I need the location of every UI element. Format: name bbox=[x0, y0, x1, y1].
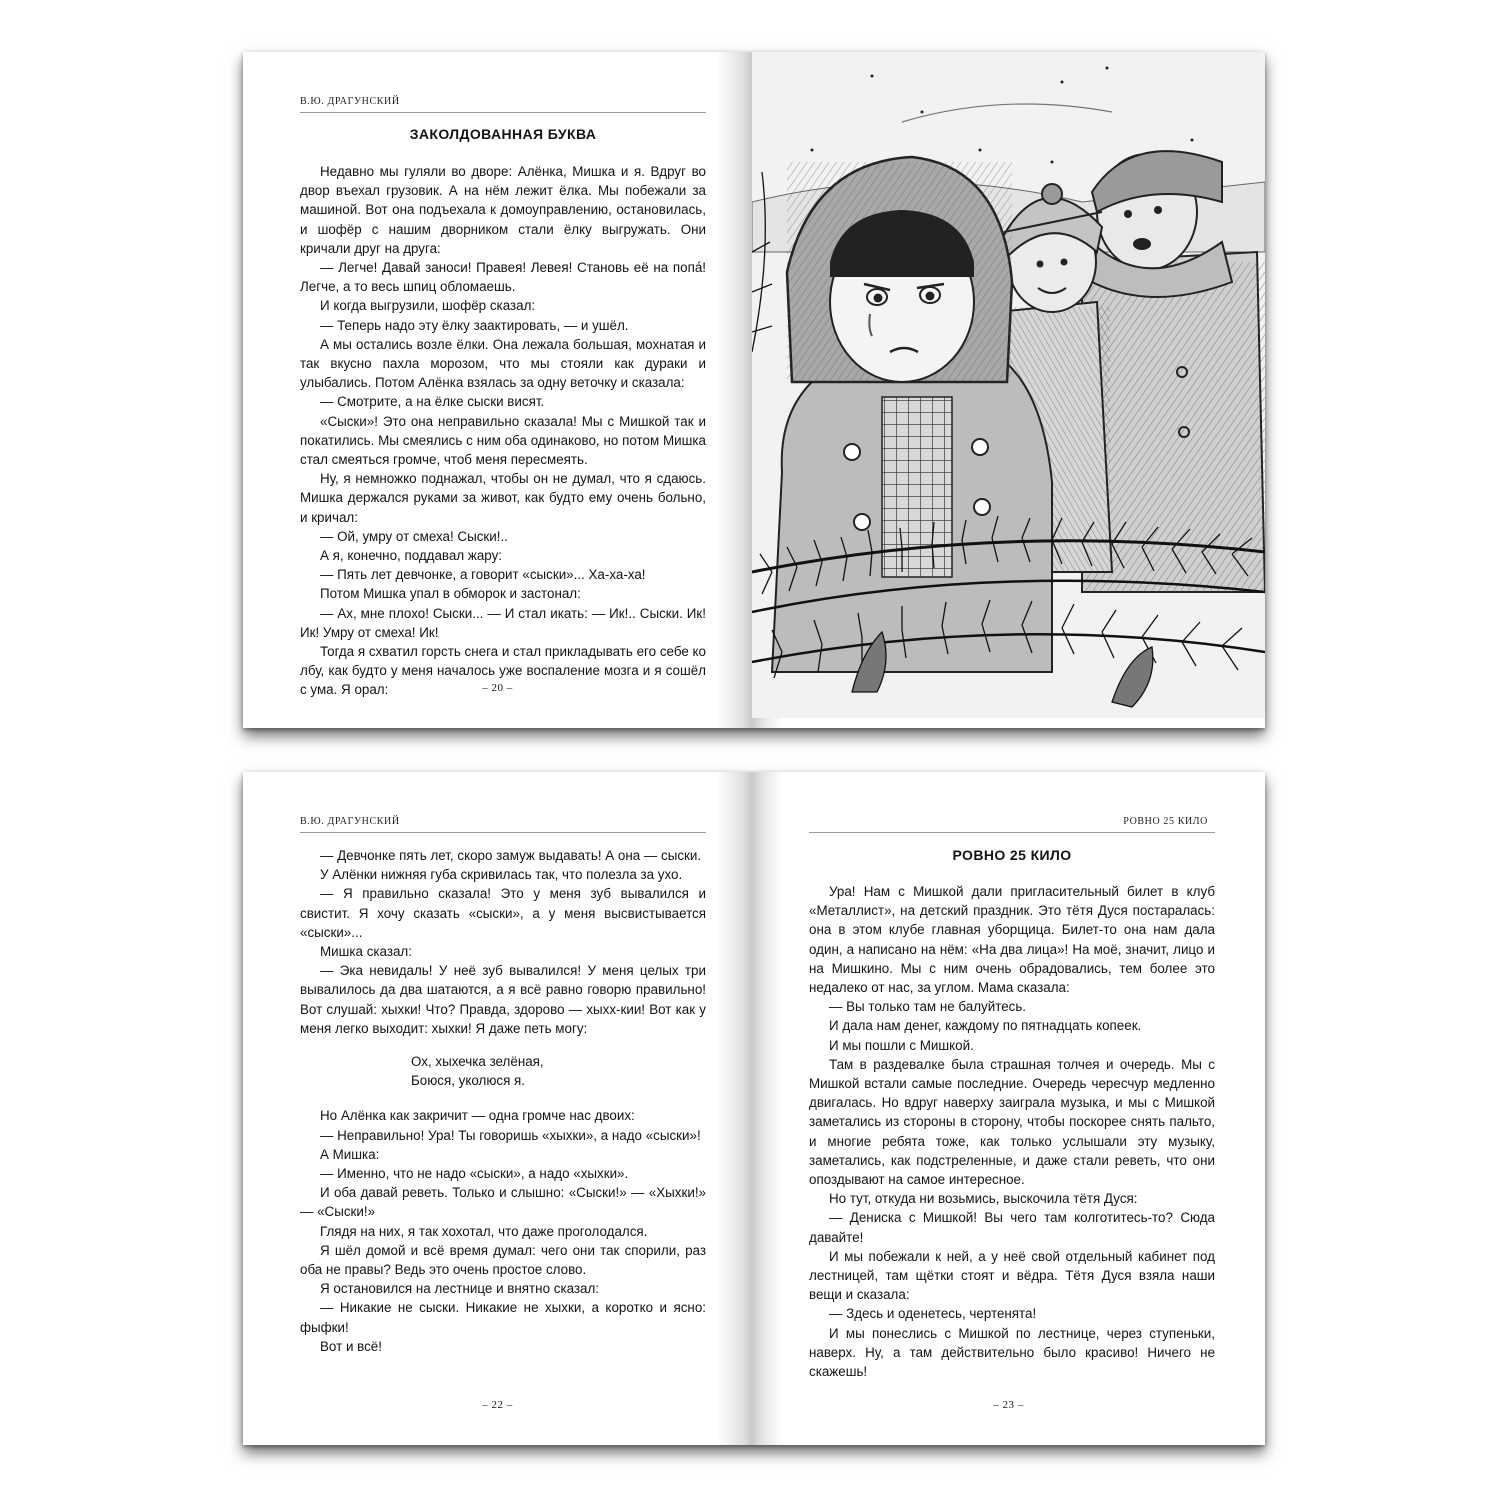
paragraph: Вот и всё! bbox=[320, 1338, 382, 1354]
verse-line: Ох, хыхечка зелёная, bbox=[411, 1054, 544, 1070]
paragraph: — Именно, что не надо «сыски», а надо «хыхки». bbox=[320, 1166, 629, 1182]
paragraph: А мы остались возле ёлки. Она лежала большая, мохнатая и так вкусно пахла морозом, что мы стояли как дураки и улыбались. Потом Алёнка взялась за одну веточку и сказала: bbox=[300, 336, 706, 391]
running-head: РОВНО 25 КИЛО bbox=[1123, 816, 1208, 827]
verse bbox=[300, 1052, 706, 1090]
page-22 bbox=[243, 772, 752, 1445]
paragraph: Я остановился на лестнице и внятно сказал: bbox=[320, 1281, 600, 1297]
paragraph: А я, конечно, поддавал жару: bbox=[320, 548, 502, 564]
paragraph: — Никакие не сыски. Никакие не хыхки, а коротко и ясно: фыфки! bbox=[300, 1300, 706, 1335]
chapter-title: ЗАКОЛДОВАННАЯ БУКВА bbox=[409, 126, 597, 142]
paragraph: — Здесь и оденетесь, чертенята! bbox=[829, 1306, 1037, 1322]
page-21-illustration bbox=[752, 52, 1265, 728]
paragraph: «Сыски»! Это она неправильно сказала! Мы с Мишкой так и покатились. Мы смеялись с ним оба одинаково, но потом Мишка стал смеяться громче, чтоб меня пересмеять. bbox=[300, 413, 706, 468]
header-rule bbox=[809, 832, 1215, 833]
paragraph: — Ах, мне плохо! Сыски... — И стал икать: — Ик!.. Сыски. Ик! Ик! Умру от смеха! Ик! bbox=[300, 605, 706, 640]
page-text bbox=[300, 846, 706, 1356]
paragraph: — Я правильно сказала! Это у меня зуб вывалился и свистит. Я хочу сказать «сыски», а у меня высвистывается «сыски»... bbox=[300, 886, 706, 940]
paragraph: У Алёнки нижняя губа скривилась так, что полезла за ухо. bbox=[320, 867, 683, 883]
paragraph: — Легче! Давай заноси! Правея! Левея! Становь её на попа́! Легче, а то весь шпиц обломаешь. bbox=[300, 260, 706, 295]
winter-children-illustration bbox=[752, 52, 1265, 718]
girl-crying bbox=[772, 157, 1052, 672]
paragraph: И мы понеслись с Мишкой по лестнице, через ступеньки, наверх. Ну, а там действительно было красиво! Ничего не скажешь! bbox=[809, 1325, 1215, 1380]
running-head: В.Ю. ДРАГУНСКИЙ bbox=[300, 96, 400, 107]
paragraph: — Девчонке пять лет, скоро замуж выдавать! А она — сыски. bbox=[320, 848, 702, 863]
page-number: – 20 – bbox=[482, 682, 513, 694]
paragraph: — Вы только там не балуйтесь. bbox=[829, 999, 1027, 1015]
book-spread-top bbox=[243, 52, 1265, 728]
paragraph: — Теперь надо эту ёлку заактировать, — и ушёл. bbox=[320, 317, 629, 333]
paragraph: — Неправильно! Ура! Ты говоришь «хыхки», а надо «сыски»! bbox=[320, 1127, 701, 1143]
paragraph: Потом Мишка упал в обморок и застонал: bbox=[320, 586, 581, 602]
paragraph: И когда выгрузили, шофёр сказал: bbox=[320, 298, 536, 314]
page-23 bbox=[752, 772, 1265, 1445]
paragraph: И мы побежали к ней, а у неё свой отдельный кабинет под лестницей, там щётки стоят и вёдра. Тётя Дуся взяла наши вещи и сказала: bbox=[809, 1248, 1215, 1303]
paragraph: Но тут, откуда ни возьмись, выскочила тётя Дуся: bbox=[829, 1191, 1138, 1207]
paragraph: — Смотрите, а на ёлке сыски висят. bbox=[320, 394, 545, 410]
paragraph: Там в раздевалке была страшная толчея и очередь. Мы с Мишкой встали самые последние. Очередь чересчур медленно двигалась. Но вдруг наверху заиграла музыка, и мы с Мишкой заметались из стороны в сторону, чтобы поскорее снять пальто, и многие ребята тоже, как только услышали эту музыку, заметались, как подстреленные, и даже стали реветь, что они опоздывают на самое интересное. bbox=[809, 1056, 1215, 1188]
header-rule bbox=[300, 832, 706, 833]
paragraph: А Мишка: bbox=[320, 1146, 380, 1162]
page-number: – 23 – bbox=[993, 1399, 1024, 1411]
paragraph: И оба давай реветь. Только и слышно: «Сыски!» — «Хыхки!» — «Сыски!» bbox=[300, 1185, 706, 1220]
header-rule bbox=[300, 112, 706, 113]
paragraph: Недавно мы гуляли во дворе: Алёнка, Мишка и я. Вдруг во двор въехал грузовик. А на нём лежит ёлка. Мы побежали за машиной. Вот она подъехала к домоуправлению, остановилась, и шофёр с нашим дворником стали ёлку выгружать. Они кричали друг на друга: bbox=[300, 164, 706, 256]
verse-line: Боюся, уколюся я. bbox=[411, 1073, 526, 1089]
paragraph: Мишка сказал: bbox=[320, 944, 412, 960]
page-text bbox=[300, 162, 706, 700]
page-20 bbox=[243, 52, 752, 728]
paragraph: — Ой, умру от смеха! Сыски!.. bbox=[320, 528, 508, 544]
running-head: В.Ю. ДРАГУНСКИЙ bbox=[300, 816, 400, 827]
page-text bbox=[809, 882, 1215, 1381]
paragraph: И мы пошли с Мишкой. bbox=[829, 1037, 974, 1053]
paragraph: Ну, я немножко поднажал, чтобы он не думал, что я сдаюсь. Мишка держался руками за живот, как будто ему очень больно, и кричал: bbox=[300, 471, 706, 525]
chapter-title: РОВНО 25 КИЛО bbox=[952, 847, 1072, 863]
paragraph: Я шёл домой и всё время думал: чего они так спорили, раз оба не правы? Ведь это очень простое слово. bbox=[300, 1242, 706, 1278]
page-number: – 22 – bbox=[482, 1399, 513, 1411]
paragraph: Тогда я схватил горсть снега и стал прикладывать его себе ко лбу, как будто у меня началось уже воспаление мозга и я сошёл с ума. Я орал: bbox=[300, 644, 706, 698]
paragraph: Ура! Нам с Мишкой дали пригласительный билет в клуб «Металлист», на детский праздник. Это тётя Дуся постаралась: она в этом клубе главная уборщица. Билет-то она нам дала один, а написано на нём: «На два лица»! На моё, значит, лицо и на Мишкино. Мы с ним очень обрадовались, тем более это недалеко от нас, за углом. Мама сказала: bbox=[809, 884, 1215, 996]
paragraph: — Дениска с Мишкой! Вы чего там колготитесь-то? Сюда давайте! bbox=[809, 1210, 1215, 1245]
paragraph: Но Алёнка как закричит — одна громче нас двоих: bbox=[320, 1108, 635, 1124]
paragraph: — Эка невидаль! У неё зуб вывалился! У меня целых три вывалилось да два шатаются, а я всё равно говорю правильно! Вот слушай: хыхки! Что? Правда, здорово — хыхх-кии! Вот как у меня легко выходит: хыхки! Я даже петь могу: bbox=[300, 963, 706, 1036]
paragraph: Глядя на них, я так хохотал, что даже проголодался. bbox=[320, 1223, 648, 1239]
paragraph: — Пять лет девчонке, а говорит «сыски»... Ха-ха-ха! bbox=[320, 567, 646, 583]
paragraph: И дала нам денег, каждому по пятнадцать копеек. bbox=[829, 1018, 1142, 1034]
book-spread-bottom bbox=[243, 772, 1265, 1445]
